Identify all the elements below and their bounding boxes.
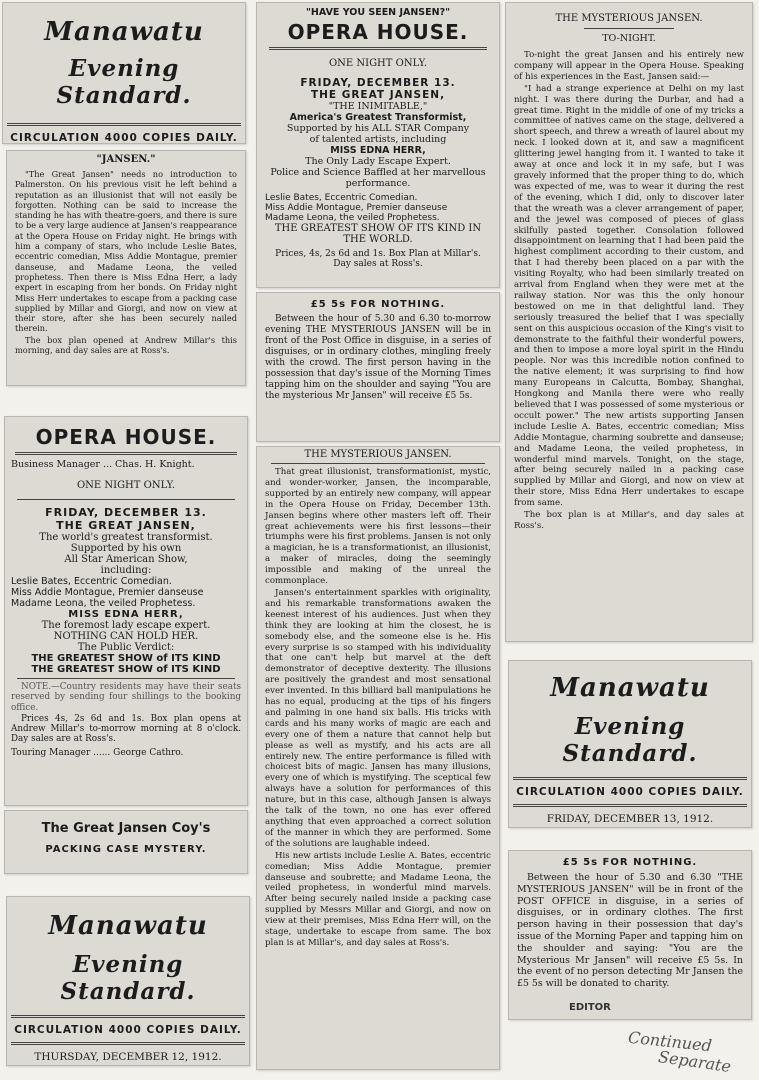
one-night-only: ONE NIGHT ONLY. (76, 480, 176, 491)
article-subtitle: TO-NIGHT. (602, 33, 656, 44)
show-name: All Star American Show, (64, 554, 188, 565)
ad-tagline: "HAVE YOU SEEN JANSEN?" (305, 7, 451, 18)
star-description: The world's greatest transformist. (39, 532, 213, 543)
masthead-rule (11, 1015, 245, 1018)
article-rule (271, 463, 485, 464)
act-headliner-desc: The Only Lady Escape Expert. (305, 156, 451, 167)
five-pound-notice-1 (256, 292, 500, 442)
nothing-can-hold-her: NOTHING CAN HOLD HER. (53, 631, 199, 642)
masthead-clipping-1 (2, 2, 246, 144)
act-line: Miss Addie Montague, Premier danseuse (265, 203, 448, 213)
prices-line: Prices, 4s, 2s 6d and 1s. Box Plan at Millar's. Day sales at Ross's. (275, 249, 481, 269)
booking-note: NOTE.—Country residents may have their seats reserved by sending four shillings to the booking office. (11, 682, 241, 713)
opera-house-ad-2 (4, 416, 248, 806)
masthead-rule (513, 804, 747, 807)
article-rule (584, 28, 674, 29)
show-date: FRIDAY, DECEMBER 13. (300, 77, 456, 89)
masthead-subname: Evening Standard. (56, 55, 192, 109)
handwritten-note-continued: Continued (627, 1027, 713, 1056)
article-paragraph: Jansen's entertainment sparkles with originality, and his remarkable transformations awaken the keenest interest of his audiences. Just when they think they are looking at him the closest, he is somebody else, and the someone else is he. His every surprise is so stamped with his individuality that one can't help but marvel at the deft demonstrator of deceptive dexterity. The illusions are positively the grandest and most sensational ever invented. In this billiard ball manipulations he has no equal, producing at the tips of his fingers and palming in one hand six balls. His tricks with cards and his many works of magic are each and every one of them a nature that cannot help but please as well as mystify, and his acts are all entirely new. The entire performance is filled with choicest bits of magic. Jansen has many illusions, every one of which is mystifying. The sceptical few always have a solution for performances of this nature, but in this case, although Jansen is always the talk of the town, no one has ever offered anything that even approached a correct solution of the manner in which they are performed. Some of the solutions are laughable indeed. (265, 587, 491, 849)
act-line: Madame Leona, the veiled Prophetess. (11, 598, 196, 609)
ad-rule (269, 47, 487, 50)
act-headliner: MISS EDNA HERR, (330, 145, 426, 156)
jansen-article (6, 150, 246, 386)
greatest-show-line: THE GREATEST SHOW of ITS KIND (31, 664, 221, 675)
ad-rule (15, 452, 237, 455)
article-paragraph: "I had a strange experience at Delhi on my last night. I was there during the Durbar, and had a great time. Right in the middle of one of my tricks a committee of natives came on the stage, delivered a short speech, and threw a wreath of laurel about my neck. I looked down at it, and saw a magnificent glittering jewel hanging from it. I wanted to take it away at once and lock it in my safe, but I was gravely informed that the proper thing to do, which was expected of me, was to wear it during the rest of the evening, which I did, only to discover later that the wreath was a clever arrangement of paper, and the jewel was composed of pieces of glass skilfully pasted together. Consolation followed disappointment on learning that I had been paid the highest compliment according to their custom, and that I had thereby been placed on a par with the visiting Royalty, who had been similarly treated on arrival from England when they were met at the railway station. Nor was this the only honour bestowed on me in that delightful land. They seriously treasured the belief that I was specially sent on this auspicious occasion of the King's visit to demonstrate to the faithful their wonderful powers, and then to impose a more loyal spirit in the Hindu people. Nor was this incredible notion confined to the native element; it was surprising to find how many Europeans in Calcutta, Bombay, Shanghai, Hongkong and Manila there were who really believed that I was possessed of some mysterious or occult power." The new artists supporting Jansen include Leslie A. Bates, eccentric comedian; Miss Addie Montague, charming soubrette and danseuse; and Madame Leona, the veiled prophetess, in wonderful mind marvels. Tonight, on the stage, after being securely nailed in a packing case supplied by Millar and Giorgi, and now on view at their store, Miss Edna Herr undertakes to escape from same. (514, 83, 744, 509)
notice-title: £5 5s FOR NOTHING. (562, 857, 698, 868)
notice-text: Between the hour of 5.30 and 6.30 "THE MYSTERIOUS JANSEN" will be in front of the POST OFFICE in disguise, in a series of disguises, or in ordinary clothes. The first person having in their possession that day's issue of the Morning Paper and tapping him on the shoulder and saying: "You are the Mysterious Mr Jansen" will receive £5 5s. In the event of no person detecting Mr Jansen the £5 5s will be donated to charity. (517, 872, 743, 990)
ad-title: OPERA HOUSE. (287, 20, 469, 44)
masthead-subname: Evening Standard. (562, 713, 698, 767)
article-title: "JANSEN." (96, 154, 156, 165)
artists-line: of talented artists, including (309, 134, 447, 145)
masthead-rule (7, 123, 241, 126)
masthead-clipping-3 (6, 896, 250, 1066)
greatest-show-line: THE GREATEST SHOW of ITS KIND (31, 653, 221, 664)
act-line: Leslie Bates, Eccentric Comedian. (265, 193, 418, 203)
article-paragraph: The box plan is at Millar's, and day sales at Ross's. (514, 510, 744, 531)
show-date: FRIDAY, DECEMBER 13. (45, 506, 207, 519)
act-headliner: MISS EDNA HERR, (68, 609, 184, 620)
one-night-only: ONE NIGHT ONLY. (328, 58, 428, 69)
five-pound-notice-2 (508, 850, 752, 1020)
masthead-name: Manawatu (44, 17, 204, 47)
masthead-circulation: CIRCULATION 4000 COPIES DAILY. (10, 132, 238, 144)
masthead-name: Manawatu (550, 673, 710, 703)
coy-subtitle: PACKING CASE MYSTERY. (45, 844, 207, 855)
article-paragraph: To-night the great Jansen and his entirely new company will appear in the Opera House. Speaking of his experiences in the East, Jansen said:— (514, 50, 744, 82)
including-label: including: (100, 565, 152, 576)
masthead-subname: Evening Standard. (60, 951, 196, 1005)
ad-title: OPERA HOUSE. (35, 425, 217, 449)
masthead-clipping-2 (508, 660, 752, 828)
business-manager: Business Manager ... Chas. H. Knight. (11, 459, 195, 470)
act-line: Leslie Bates, Eccentric Comedian. (11, 576, 172, 587)
mysterious-jansen-article-1 (256, 446, 500, 1070)
masthead-rule (11, 1042, 245, 1045)
act-line: Miss Addie Montague, Premier danseuse (11, 587, 204, 598)
public-verdict: The Public Verdict: (77, 642, 175, 653)
masthead-circulation: CIRCULATION 4000 COPIES DAILY. (516, 786, 744, 798)
star-name: THE GREAT JANSEN, (310, 89, 446, 101)
star-description: America's Greatest Transformist, (289, 112, 467, 123)
police-line: Police and Science Baffled at her marvellous performance. (270, 167, 486, 189)
coy-title: The Great Jansen Coy's (41, 821, 211, 836)
handwritten-note-separate: Separate (657, 1046, 733, 1077)
editor-stamp: EDITOR (569, 1002, 611, 1013)
notice-text: Between the hour of 5.30 and 6.30 to-morrow evening THE MYSTERIOUS JANSEN will be in front of the Post Office in disguise, in a series of disguises, or in ordinary clothes, mingling freely with the crowd. The first person having in the possession that day's issue of the Morning Times tapping him on the shoulder and saying "You are the mysterious Mr Jansen" will receive £5 5s. (265, 314, 491, 401)
supported-by: Supported by his own (70, 543, 182, 554)
notice-title: £5 5s FOR NOTHING. (310, 299, 446, 310)
article-paragraph: That great illusionist, transformationist, mystic, and wonder-worker, Jansen, the incomparable, supported by an entirely new company, will appear in the Opera House on Friday, December 13th. Jansen begins where other masters left off. Their great achievements were his first lessons—their triumphs were his first problems. Jansen is not only a magician, he is a transformationist, an illusionist, a maker of miracles, doing the seemingly impossible and making of the unreal the commonplace. (265, 467, 491, 587)
star-epithet: "THE INIMITABLE," (328, 101, 428, 112)
opera-house-ad-1 (256, 2, 500, 288)
act-headliner-desc: The foremost lady escape expert. (41, 620, 211, 631)
masthead-circulation: CIRCULATION 4000 COPIES DAILY. (14, 1024, 242, 1036)
article-title: THE MYSTERIOUS JANSEN. (555, 13, 703, 24)
masthead-rule (513, 777, 747, 780)
star-name: THE GREAT JANSEN, (56, 519, 196, 532)
mysterious-jansen-article-2 (505, 2, 753, 642)
masthead-date: FRIDAY, DECEMBER 13, 1912. (546, 813, 714, 825)
greatest-show-line: THE GREATEST SHOW OF ITS KIND IN THE WORLD. (274, 223, 482, 245)
article-paragraph: "The Great Jansen" needs no introduction to Palmerston. On his previous visit he left behind a reputation as an illusionist that will not easily be forgotten. Nothing can be said to increase the standing he has with theatre-goers, and there is sure to be a very large audience at Jansen's reappearance at the Opera House on Friday night. He brings with him a company of stars, who include Leslie Bates, eccentric comedian, Miss Addie Montague, premier danseuse, and Madame Leona, the veiled prophetess. Then there is Miss Edna Herr, a lady expert in escaping from her bonds. On Friday night Miss Herr undertakes to escape from a packing case supplied by Millar and Giorgi, and now on view at their store, after she has been securely nailed therein. (15, 169, 237, 334)
packing-case-clipping (4, 810, 248, 874)
article-paragraph: His new artists include Leslie A. Bates, eccentric comedian; Miss Addie Montague, premier danseuse and soubrette; and Madame Leona, the veiled prophetess, in wonderful mind marvels. After being securely nailed inside a packing case supplied by Messrs Millar and Giorgi, and now on view at their premises, Miss Edna Herr will, on the stage, undertake to escape from same. The box plan is at Millar's, and day sales at Ross's. (265, 850, 491, 948)
supported-by: Supported by his ALL STAR Company (286, 123, 470, 134)
article-paragraph: The box plan opened at Andrew Millar's this morning, and day sales are at Ross's. (15, 334, 237, 356)
ad-rule (17, 678, 235, 679)
masthead-date: THURSDAY, DECEMBER 12, 1912. (34, 1051, 222, 1063)
touring-manager: Touring Manager ...... George Cathro. (11, 747, 184, 758)
masthead-name: Manawatu (48, 911, 208, 941)
article-title: THE MYSTERIOUS JANSEN. (304, 449, 452, 460)
act-line: Madame Leona, the veiled Prophetess. (265, 213, 440, 223)
ad-rule (17, 499, 235, 500)
prices-line: Prices 4s, 2s 6d and 1s. Box plan opens at Andrew Millar's to-morrow morning at 8 o'clock. Day sales are at Ross's. (11, 713, 241, 745)
